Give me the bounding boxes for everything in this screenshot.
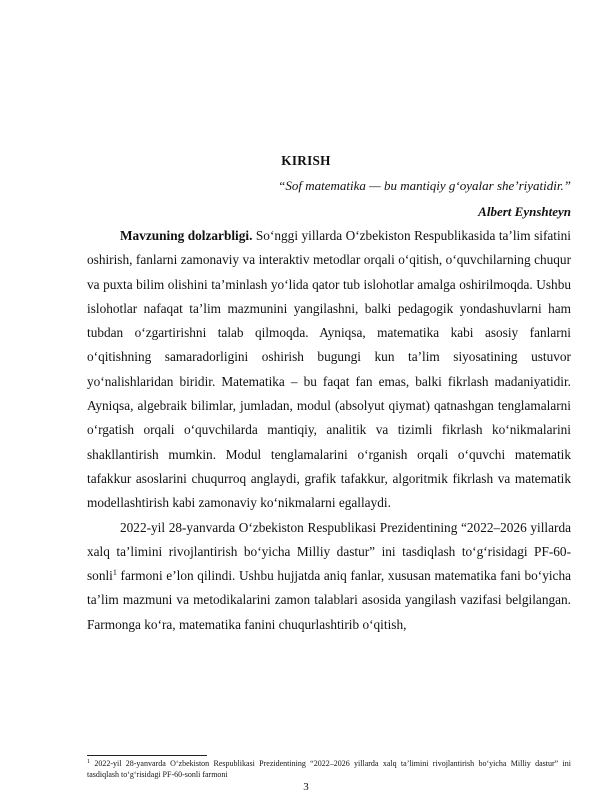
epigraph-author: Albert Eynshteyn [478,204,571,219]
epigraph-quote: “Sof matematika — bu mantiqiy g‘oyalar she’riyatidir.” [278,178,571,193]
page-number: 3 [303,781,309,793]
footnote-marker: 1 [87,759,90,765]
footnote-reference[interactable]: 1 [112,568,117,578]
paragraph-text-after-ref: farmoni e’lon qilindi. Ushbu hujjatda aniq fanlar, xususan matematika fani bo‘yicha ta’lim mazmuni va metodikalarini zamon talablari asosida yangilash vazifasi belgilangan. Farmonga ko‘ra, matematika fanini chuqurlashtirib o‘qitish, [87,568,571,632]
paragraph-lead: Mavzuning dolzarbligi. [120,228,253,243]
paragraph-text: So‘nggi yillarda O‘zbekiston Respublikasida ta’lim sifatini oshirish, fanlarni zamonaviy va interaktiv metodlar orqali o‘qitish, o‘quvchilarning chuqur va puxta bilim olishini ta’minlash yo‘lida qator tub islohotlar amalga oshirilmoqda. Ushbu islohotlar nafaqat ta’lim mazmunini yangilashni, balki pedagogik yondashuvlarni ham tubdan o‘zgartirishni talab qilmoqda. Ayniqsa, matematika kabi asosiy fanlarni o‘qitishning samaradorligini oshirish bugungi kun ta’lim siyosatining ustuvor yo‘nalishlaridan biridir. Matematika – bu faqat fan emas, balki fikrlash madaniyatidir. Ayniqsa, algebraik bilimlar, jumladan, modul (absolyut qiymat) qatnashgan tenglamalarni o‘rgatish orqali o‘quvchilarda mantiqiy, analitik va tizimli fikrlash ko‘nikmalarini shakllantirish mumkin. Modul tenglamalarini o‘rganish orqali o‘quvchi matematik tafakkur asoslarini chuqurroq anglaydi, grafik tafakkur, algoritmik fikrlash va matematik modellashtirish kabi zamonaviy ko‘nikmalarni egallaydi. [87,228,572,511]
body-text [87,224,571,637]
paragraph-relevance [87,224,571,516]
section-heading: KIRISH [281,153,331,168]
footnote-divider [87,755,207,756]
footnote [87,758,571,780]
footnote-text: 2022-yil 28-yanvarda O‘zbekiston Respublikasi Prezidentining “2022–2026 yillarda xalq ta’limini rivojlantirish bo‘yicha Milliy dastur” ini tasdiqlash to‘g‘risidagi PF-60-sonli farmoni [87,759,571,779]
paragraph-text-before-ref: 2022-yil 28-yanvarda O‘zbekiston Respublikasi Prezidentining “2022–2026 yillarda xalq ta’limini rivojlantirish bo‘yicha Milliy dastur” ini tasdiqlash to‘g‘risidagi PF-60-sonli [87,519,571,584]
paragraph-decree [87,516,571,637]
